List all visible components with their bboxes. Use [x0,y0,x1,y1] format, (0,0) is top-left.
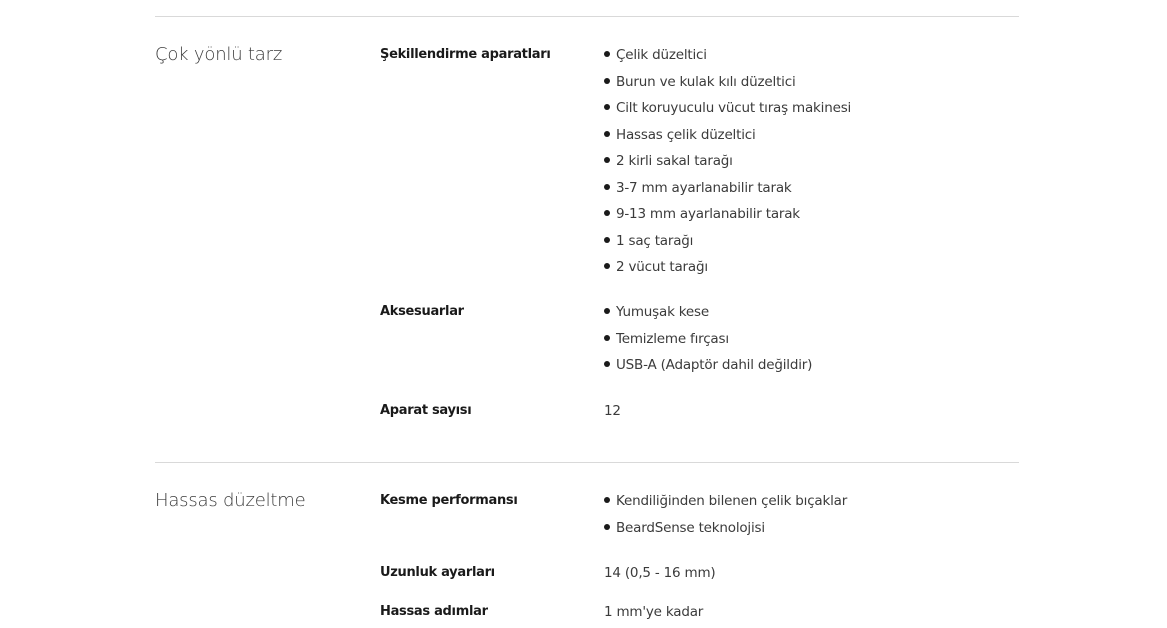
spec-label: Aksesuarlar [380,304,464,319]
bullet-icon [604,210,610,216]
spec-value-list [604,492,847,545]
bullet-icon [604,78,610,84]
bullet-icon [604,361,610,367]
spec-value-list [604,46,851,285]
section-divider-top [155,16,1019,17]
bullet-icon [604,104,610,110]
bullet-icon [604,335,610,341]
bullet-icon [604,157,610,163]
spec-value-list [604,303,812,383]
bullet-icon [604,237,610,243]
section-divider [155,462,1019,463]
list-item: BeardSense teknolojisi [604,519,847,546]
section-title: Hassas düzeltme [155,490,306,511]
spec-label: Uzunluk ayarları [380,565,495,580]
list-item: 2 kirli sakal tarağı [604,152,851,179]
spec-value: 1 mm'ye kadar [604,604,704,620]
bullet-icon [604,308,610,314]
bullet-icon [604,51,610,57]
spec-label: Şekillendirme aparatları [380,47,551,62]
list-item: Çelik düzeltici [604,46,851,73]
spec-label: Hassas adımlar [380,604,488,619]
bullet-icon [604,184,610,190]
list-item: Yumuşak kese [604,303,812,330]
bullet-icon [604,524,610,530]
spec-label: Aparat sayısı [380,403,472,418]
list-item: Temizleme fırçası [604,330,812,357]
list-item: 1 saç tarağı [604,232,851,259]
spec-label: Kesme performansı [380,493,518,508]
spec-value: 14 (0,5 - 16 mm) [604,565,716,581]
bullet-icon [604,497,610,503]
list-item: 3-7 mm ayarlanabilir tarak [604,179,851,206]
list-item: USB-A (Adaptör dahil değildir) [604,356,812,383]
bullet-icon [604,131,610,137]
list-item: 2 vücut tarağı [604,258,851,285]
list-item: Burun ve kulak kılı düzeltici [604,73,851,100]
bullet-icon [604,263,610,269]
section-title: Çok yönlü tarz [155,44,283,65]
list-item: 9-13 mm ayarlanabilir tarak [604,205,851,232]
list-item: Hassas çelik düzeltici [604,126,851,153]
list-item: Kendiliğinden bilenen çelik bıçaklar [604,492,847,519]
spec-value: 12 [604,403,621,419]
list-item: Cilt koruyuculu vücut tıraş makinesi [604,99,851,126]
